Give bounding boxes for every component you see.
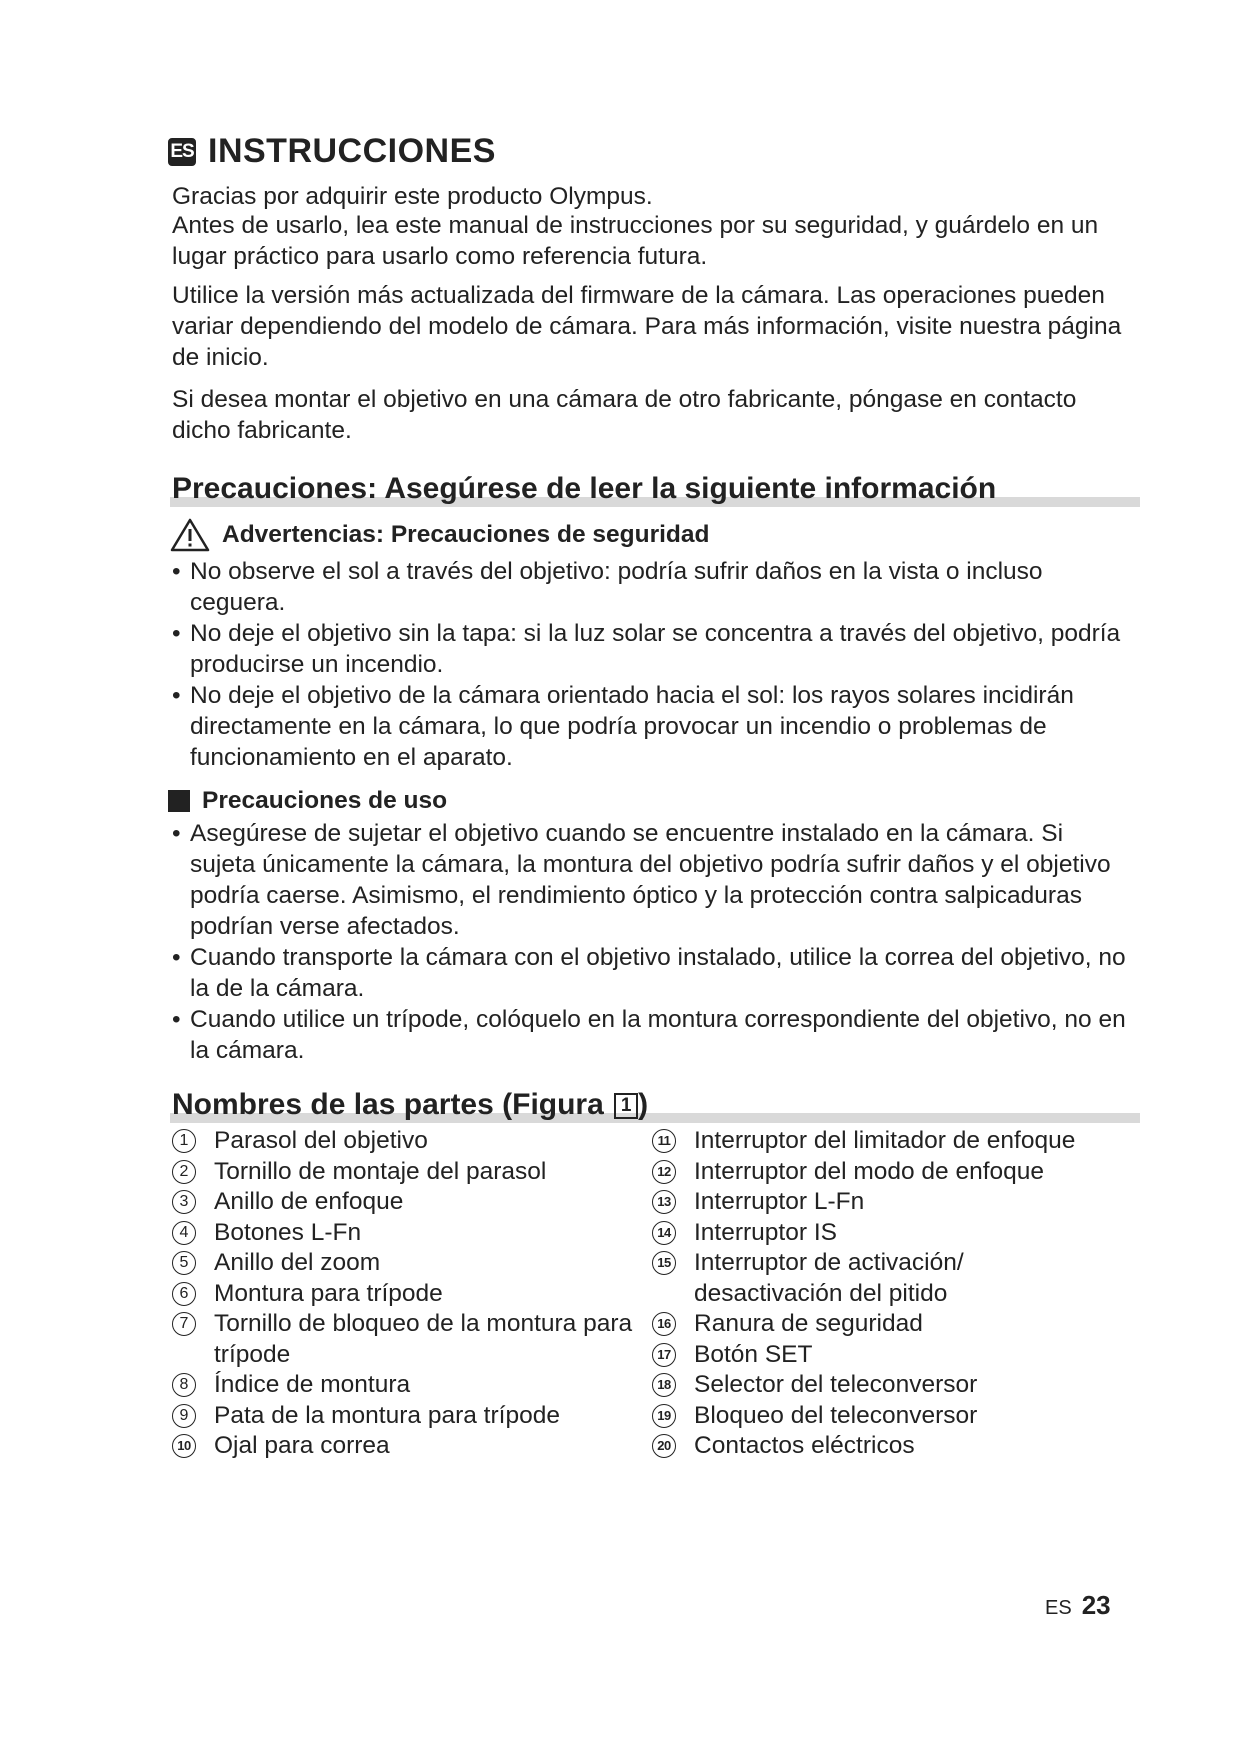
part-item: 13 Interruptor L-Fn <box>652 1187 1132 1218</box>
warnings-heading-text: Advertencias: Precauciones de seguridad <box>222 521 710 548</box>
list-item: • Cuando transporte la cámara con el objetivo instalado, utilice la correa del objetivo, no la de la cámara. <box>172 944 1126 1002</box>
parts-list-right <box>652 1126 1132 1462</box>
page-title: INSTRUCCIONES <box>208 132 496 170</box>
list-item: • Asegúrese de sujetar el objetivo cuando se encuentre instalado en la cámara. Si sujeta únicamente la cámara, la montura del objetivo podría sufrir daños y el objetivo podría caerse. Asimismo, el rendimiento óptico y la protección contra salpicaduras podrían verse afectados. <box>172 820 1111 940</box>
part-item: 15 Interruptor de activación/ desactivación del pitido <box>652 1248 1024 1309</box>
square-bullet-icon <box>168 790 190 812</box>
part-item: 18 Selector del teleconversor <box>652 1370 1132 1401</box>
part-item: 8 Índice de montura <box>172 1370 642 1401</box>
page-number: 23 <box>1081 1590 1111 1620</box>
language-badge: ES <box>168 138 196 166</box>
part-item: 6 Montura para trípode <box>172 1279 642 1310</box>
part-item: 14 Interruptor IS <box>652 1218 1132 1249</box>
use-precautions-heading <box>168 787 447 815</box>
parts-heading-text: Nombres de las partes (Figura 1 ) <box>172 1088 649 1121</box>
precautions-section-heading <box>170 467 1130 507</box>
intro-paragraph-2: Antes de usarlo, lea este manual de instrucciones por su seguridad, y guárdelo en un lugar práctico para usarlo como referencia futura. <box>172 212 1099 270</box>
intro-paragraph-3: Utilice la versión más actualizada del firmware de la cámara. Las operaciones pueden variar dependiendo del modelo de cámara. Para más información, visite nuestra página de inicio. <box>172 282 1122 371</box>
part-item: 7 Tornillo de bloqueo de la montura para trípode <box>172 1309 634 1370</box>
part-item: 1 Parasol del objetivo <box>172 1126 642 1157</box>
part-item: 17 Botón SET <box>652 1340 1132 1371</box>
part-item: 16 Ranura de seguridad <box>652 1309 1132 1340</box>
footer-language: ES <box>1045 1597 1072 1619</box>
parts-section-heading <box>170 1083 1130 1123</box>
use-precautions-list <box>172 818 1132 1066</box>
list-item: • No deje el objetivo de la cámara orientado hacia el sol: los rayos solares incidirán directamente en la cámara, lo que podría provocar un incendio o problemas de funcionamiento en el aparato. <box>172 682 1074 771</box>
title-row <box>168 132 496 171</box>
part-item: 2 Tornillo de montaje del parasol <box>172 1157 642 1188</box>
page-footer <box>1045 1590 1111 1621</box>
list-item: • No deje el objetivo sin la tapa: si la luz solar se concentra a través del objetivo, podría producirse un incendio. <box>172 620 1121 678</box>
part-item: 20 Contactos eléctricos <box>652 1431 1132 1462</box>
warning-triangle-icon <box>170 518 210 552</box>
part-item: 3 Anillo de enfoque <box>172 1187 642 1218</box>
use-heading-text: Precauciones de uso <box>202 787 448 814</box>
figure-reference-box: 1 <box>614 1093 638 1119</box>
intro-paragraph-1: Gracias por adquirir este producto Olympus. <box>172 183 653 210</box>
warnings-list <box>172 556 1132 773</box>
precautions-heading-text: Precauciones: Asegúrese de leer la siguiente información <box>172 472 997 505</box>
parts-list-left <box>172 1126 642 1462</box>
list-item: • Cuando utilice un trípode, colóquelo en la montura correspondiente del objetivo, no en la cámara. <box>172 1006 1126 1064</box>
part-item: 9 Pata de la montura para trípode <box>172 1401 642 1432</box>
part-item: 4 Botones L-Fn <box>172 1218 642 1249</box>
part-item: 11 Interruptor del limitador de enfoque <box>652 1126 1132 1157</box>
warnings-heading <box>170 518 709 552</box>
part-item: 19 Bloqueo del teleconversor <box>652 1401 1132 1432</box>
intro-paragraph-4: Si desea montar el objetivo en una cámara de otro fabricante, póngase en contacto dicho fabricante. <box>172 386 1077 444</box>
list-item: • No observe el sol a través del objetivo: podría sufrir daños en la vista o incluso ceguera. <box>172 558 1043 616</box>
part-item: 10 Ojal para correa <box>172 1431 642 1462</box>
part-item: 12 Interruptor del modo de enfoque <box>652 1157 1132 1188</box>
part-item: 5 Anillo del zoom <box>172 1248 642 1279</box>
